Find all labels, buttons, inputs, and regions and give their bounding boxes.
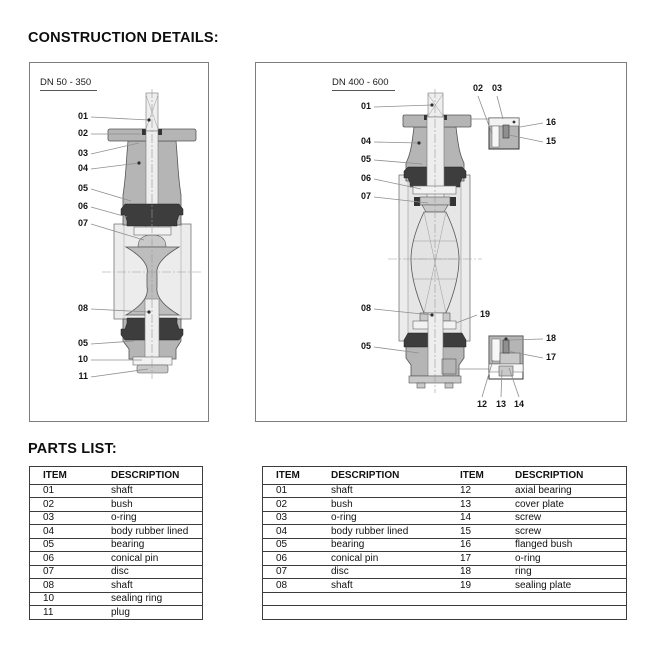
table-row <box>30 498 203 512</box>
callout-label-08: 08 <box>360 303 371 313</box>
table-row <box>30 538 203 552</box>
cell: 14 <box>453 511 508 525</box>
cell: plug <box>105 606 203 620</box>
table-row <box>30 525 203 539</box>
callout-label-05: 05 <box>360 341 371 351</box>
cell <box>453 606 508 620</box>
cell: 05 <box>30 538 106 552</box>
cell: 07 <box>263 565 326 579</box>
cell: sealing plate <box>508 579 627 593</box>
cell: conical pin <box>325 552 453 566</box>
cell: 07 <box>30 565 106 579</box>
table-row <box>30 592 203 606</box>
table-row <box>263 511 627 525</box>
callout-label-01: 01 <box>360 101 371 111</box>
cell <box>453 592 508 606</box>
cell: 01 <box>263 484 326 498</box>
detail-inset-top <box>489 118 519 149</box>
callout-label-04: 04 <box>360 136 371 146</box>
cell: 08 <box>263 579 326 593</box>
cell: bearing <box>105 538 203 552</box>
callout-label-15: 15 <box>546 136 557 146</box>
table-row <box>30 565 203 579</box>
column-header: DESCRIPTION <box>325 467 453 485</box>
callout-label-02: 02 <box>77 128 88 138</box>
callout-label-18: 18 <box>546 333 557 343</box>
detail-inset-bottom <box>489 336 523 379</box>
cell: shaft <box>105 579 203 593</box>
cell <box>325 592 453 606</box>
callout-label-07: 07 <box>77 218 88 228</box>
cell: conical pin <box>105 552 203 566</box>
table-row <box>30 552 203 566</box>
leader-dot <box>430 103 433 106</box>
cell: 01 <box>30 484 106 498</box>
table-row <box>263 538 627 552</box>
leader-line <box>91 117 149 120</box>
callout-label-06: 06 <box>360 173 371 183</box>
table-row <box>263 592 627 606</box>
cell: 10 <box>30 592 106 606</box>
dn-range-label: DN 50 - 350 <box>40 77 97 91</box>
table-row <box>30 484 203 498</box>
cell: 06 <box>263 552 326 566</box>
callout-label-05: 05 <box>77 183 88 193</box>
cell: shaft <box>325 484 453 498</box>
cell: 02 <box>30 498 106 512</box>
cell: 13 <box>453 498 508 512</box>
cell: 15 <box>453 525 508 539</box>
cell: disc <box>105 565 203 579</box>
leader-line <box>520 123 543 127</box>
column-header: ITEM <box>453 467 508 485</box>
parts-table-dn400-600 <box>262 466 627 620</box>
table-row <box>263 579 627 593</box>
cell: shaft <box>105 484 203 498</box>
cell: 03 <box>263 511 326 525</box>
callout-label-12: 12 <box>476 399 487 409</box>
cell <box>263 592 326 606</box>
callout-label-16: 16 <box>546 117 557 127</box>
cell: 03 <box>30 511 106 525</box>
cell: 05 <box>263 538 326 552</box>
cell: bush <box>105 498 203 512</box>
dn-range-label: DN 400 - 600 <box>332 77 395 91</box>
table-row <box>30 511 203 525</box>
table-row <box>30 606 203 620</box>
construction-details-heading: CONSTRUCTION DETAILS: <box>28 30 219 46</box>
cell: 04 <box>30 525 106 539</box>
column-header: ITEM <box>263 467 326 485</box>
callout-label-11: 11 <box>78 371 88 381</box>
cell: 16 <box>453 538 508 552</box>
cell: screw <box>508 525 627 539</box>
header-row <box>30 467 203 485</box>
cell: bush <box>325 498 453 512</box>
cell <box>508 606 627 620</box>
cell: o-ring <box>325 511 453 525</box>
callout-label-19: 19 <box>480 309 491 319</box>
cell: ring <box>508 565 627 579</box>
cell: 11 <box>30 606 106 620</box>
header-row <box>263 467 627 485</box>
parts-list-heading: PARTS LIST: <box>28 441 117 457</box>
diagram-panel-dn400-600 <box>255 62 627 422</box>
cell: cover plate <box>508 498 627 512</box>
valve-cross-section-dn400-600 <box>256 63 626 421</box>
cell: 04 <box>263 525 326 539</box>
cell: 08 <box>30 579 106 593</box>
cell: disc <box>325 565 453 579</box>
cell: flanged bush <box>508 538 627 552</box>
column-header: ITEM <box>30 467 106 485</box>
table-row <box>263 606 627 620</box>
leader-dot <box>147 118 150 121</box>
cell <box>263 606 326 620</box>
cell: body rubber lined <box>325 525 453 539</box>
table-row <box>30 579 203 593</box>
diagram-panel-dn50-350 <box>29 62 209 422</box>
callout-label-07: 07 <box>360 191 371 201</box>
callout-label-03: 03 <box>491 83 502 93</box>
cell: screw <box>508 511 627 525</box>
cell: 12 <box>453 484 508 498</box>
callout-label-05: 05 <box>360 154 371 164</box>
leader-line <box>374 105 432 107</box>
cell: 06 <box>30 552 106 566</box>
table-row <box>263 484 627 498</box>
callout-label-03: 03 <box>77 148 88 158</box>
callout-label-02: 02 <box>472 83 483 93</box>
callout-label-17: 17 <box>546 352 557 362</box>
cell <box>325 606 453 620</box>
table-row <box>263 498 627 512</box>
cell: o-ring <box>105 511 203 525</box>
leader-line <box>478 96 492 134</box>
table-row <box>263 525 627 539</box>
leader-line <box>497 96 503 119</box>
column-header: DESCRIPTION <box>105 467 203 485</box>
cell: body rubber lined <box>105 525 203 539</box>
leader-dot <box>147 310 150 313</box>
callout-label-04: 04 <box>77 163 88 173</box>
callout-label-01: 01 <box>77 111 88 121</box>
callout-label-13: 13 <box>495 399 506 409</box>
cell <box>508 592 627 606</box>
cell: o-ring <box>508 552 627 566</box>
cell: sealing ring <box>105 592 203 606</box>
cell: 02 <box>263 498 326 512</box>
table-row <box>263 552 627 566</box>
callout-label-08: 08 <box>77 303 88 313</box>
table-row <box>263 565 627 579</box>
cell: shaft <box>325 579 453 593</box>
callout-label-14: 14 <box>513 399 524 409</box>
cell: axial bearing <box>508 484 627 498</box>
cell: 17 <box>453 552 508 566</box>
leader-dot <box>417 141 420 144</box>
leader-dot <box>430 313 433 316</box>
callout-label-10: 10 <box>77 354 88 364</box>
parts-table-dn50-350 <box>29 466 203 620</box>
column-header: DESCRIPTION <box>508 467 627 485</box>
cell: 18 <box>453 565 508 579</box>
callout-label-06: 06 <box>77 201 88 211</box>
leader-dot <box>137 161 140 164</box>
valve-cross-section-dn50-350 <box>30 63 208 421</box>
cell: 19 <box>453 579 508 593</box>
cell: bearing <box>325 538 453 552</box>
callout-label-05: 05 <box>77 338 88 348</box>
